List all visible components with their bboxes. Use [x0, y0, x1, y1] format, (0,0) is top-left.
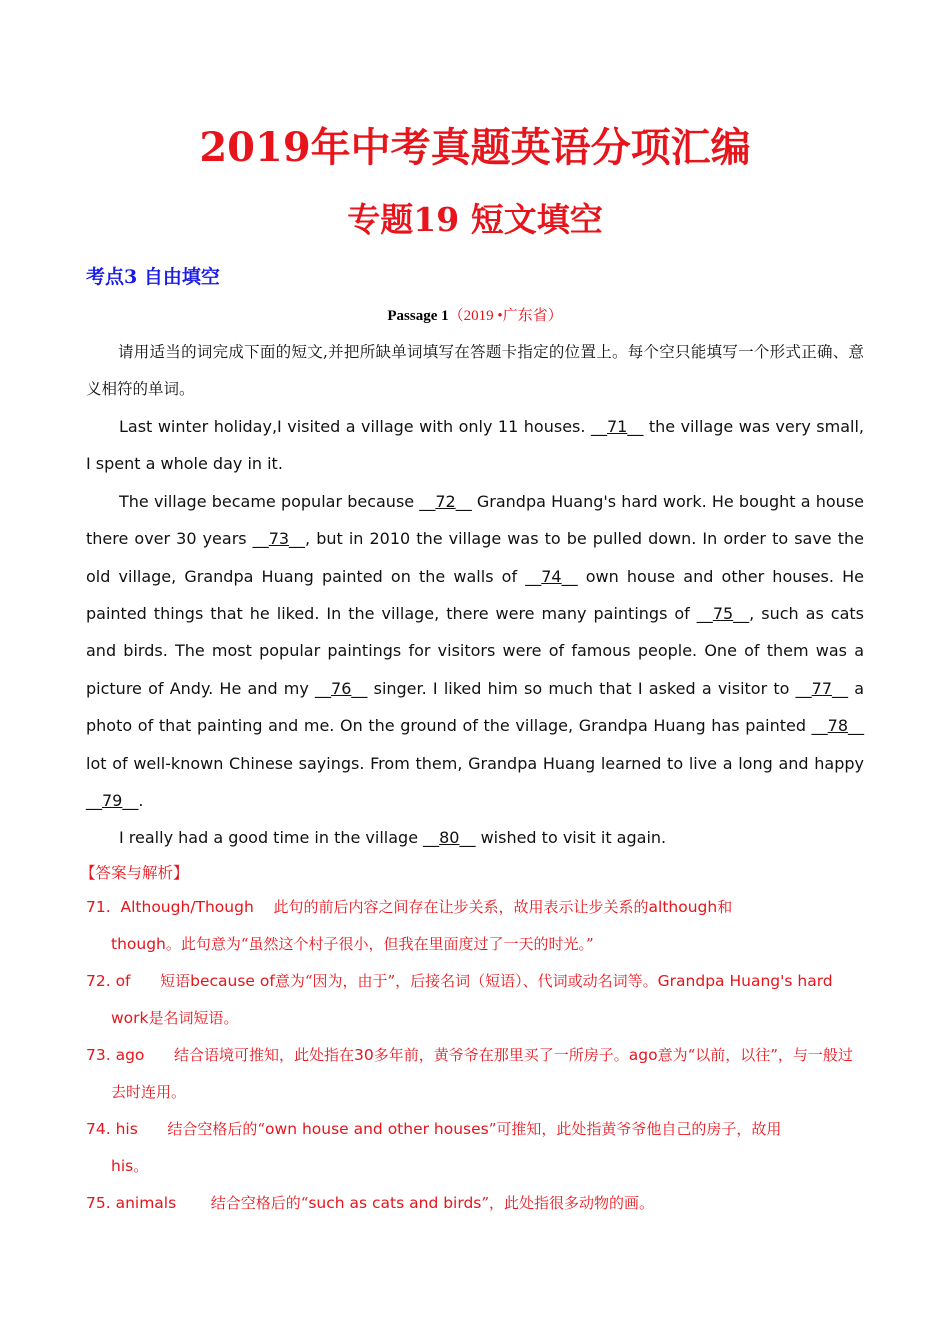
text-run: __ lot of well-known Chinese sayings. From them, Grandpa Huang learned to live a long and happy __ [86, 716, 864, 811]
answer-explanation: 多年前，黄爷爷在那里买了一所房子。 [373, 1045, 629, 1064]
answer-keyword: though [111, 934, 166, 953]
blank-74: 74 [541, 566, 562, 586]
answer-explanation: 。 [133, 1156, 149, 1175]
answer-key: 72. of [86, 971, 131, 990]
blank-71: 71 [606, 417, 628, 436]
blank-77: 77 [811, 678, 832, 698]
text-run: __ own house and other houses. He painted things that he liked. In the village, there were many paintings of __ [86, 566, 864, 624]
answer-item-73 [86, 1037, 864, 1111]
answer-key: 74. his [86, 1119, 138, 1138]
answer-keyword: ago [628, 1045, 658, 1064]
answer-explanation: 结合空格后的“ [167, 1119, 266, 1138]
passage-heading [0, 304, 950, 328]
answer-explanation: 是名词短语。 [148, 1008, 239, 1027]
passage-paragraph-3 [86, 819, 864, 856]
answer-item-72 [86, 963, 864, 1037]
answer-explanation: 此句的前后内容之间存在让步关系，故用表示让步关系的 [273, 897, 649, 916]
text-run: __. [122, 791, 144, 811]
blank-76: 76 [331, 678, 352, 698]
answer-explanation: ”，此处指很多动物的画。 [481, 1193, 655, 1212]
answers-heading: 【答案与解析】 [80, 863, 189, 882]
blank-80: 80 [439, 828, 460, 848]
passage-paragraph-2 [86, 483, 864, 820]
passage-name: Passage 1 [387, 308, 449, 324]
text-run: __ singer. I liked him so much that I asked a visitor to __ [351, 678, 812, 698]
answer-explanation: ”可推知，此处指黄爷爷他自己的房子，故用 [488, 1119, 782, 1138]
answer-keyword: although [648, 897, 718, 916]
answer-keyword: such as cats and birds [308, 1193, 482, 1212]
answer-keyword: Grandpa Huang's hard work [111, 971, 833, 1027]
blank-73: 73 [268, 529, 290, 549]
text-run: I really had a good time in the village __ [119, 828, 440, 848]
section-heading: 考点3 自由填空 [86, 266, 220, 288]
text-run: __ the village was very small, I spent a whole day in it. [86, 417, 864, 474]
answer-explanation: 意为“因为，由于”，后接名词（短语）、代词或动名词等。 [274, 971, 658, 990]
answer-key: 71. Although/Though [86, 897, 254, 916]
text-run: __, such as cats and birds. The most popular paintings for visitors were of famous people. One of them was a picture of Andy. He and my __ [86, 604, 864, 698]
answer-explanation: 和 [717, 897, 733, 916]
answer-keyword: his [111, 1156, 134, 1175]
answer-item-74 [86, 1111, 864, 1185]
answer-explanation: 意为“以前，以往”，与一般过去时连用。 [111, 1045, 853, 1101]
passage-body [80, 334, 865, 1222]
text-run: __ wished to visit it again. [459, 828, 667, 848]
blank-75: 75 [712, 604, 734, 624]
blank-72: 72 [435, 491, 456, 511]
blank-78: 78 [827, 716, 848, 736]
answer-keyword: own house and other houses [265, 1119, 489, 1138]
answer-explanation: 。此句意为“虽然这个村子很小，但我在里面度过了一天的时光。” [165, 934, 594, 953]
answer-key: 75. animals [86, 1193, 177, 1212]
answer-explanation: 结合空格后的“ [210, 1193, 309, 1212]
answer-keyword: because of [190, 971, 275, 990]
text-run: __ a photo of that painting and me. On the ground of the village, Grandpa Huang has painted __ [86, 678, 865, 736]
passage-source: （2019 •广东省） [448, 308, 563, 324]
text-run: The village became popular because __ [119, 491, 436, 511]
answer-explanation: 结合语境可推知，此处指在 [173, 1045, 354, 1064]
document-subtitle: 专题19 短文填空 [347, 200, 603, 239]
blank-79: 79 [102, 791, 123, 811]
passage-paragraph-1 [86, 408, 864, 483]
answer-key: 73. ago [86, 1045, 145, 1064]
document-title: 2019年中考真题英语分项汇编 [199, 124, 751, 171]
answer-explanation: 短语 [160, 971, 191, 990]
text-run: __ Grandpa Huang's hard work. He bought a house there over 30 years __ [86, 491, 864, 549]
answer-keyword: 30 [353, 1045, 374, 1064]
instruction-text: 请用适当的词完成下面的短文,并把所缺单词填写在答题卡指定的位置上。每个空只能填写一个形式正确、意义相符的单词。 [86, 343, 864, 398]
answer-item-75 [86, 1185, 864, 1222]
text-run: Last winter holiday,I visited a village with only 11 houses. __ [119, 417, 607, 436]
answer-item-71 [86, 889, 864, 963]
text-run: __, but in 2010 the village was to be pulled down. In order to save the old village, Grandpa Huang painted on the walls of __ [86, 529, 864, 586]
